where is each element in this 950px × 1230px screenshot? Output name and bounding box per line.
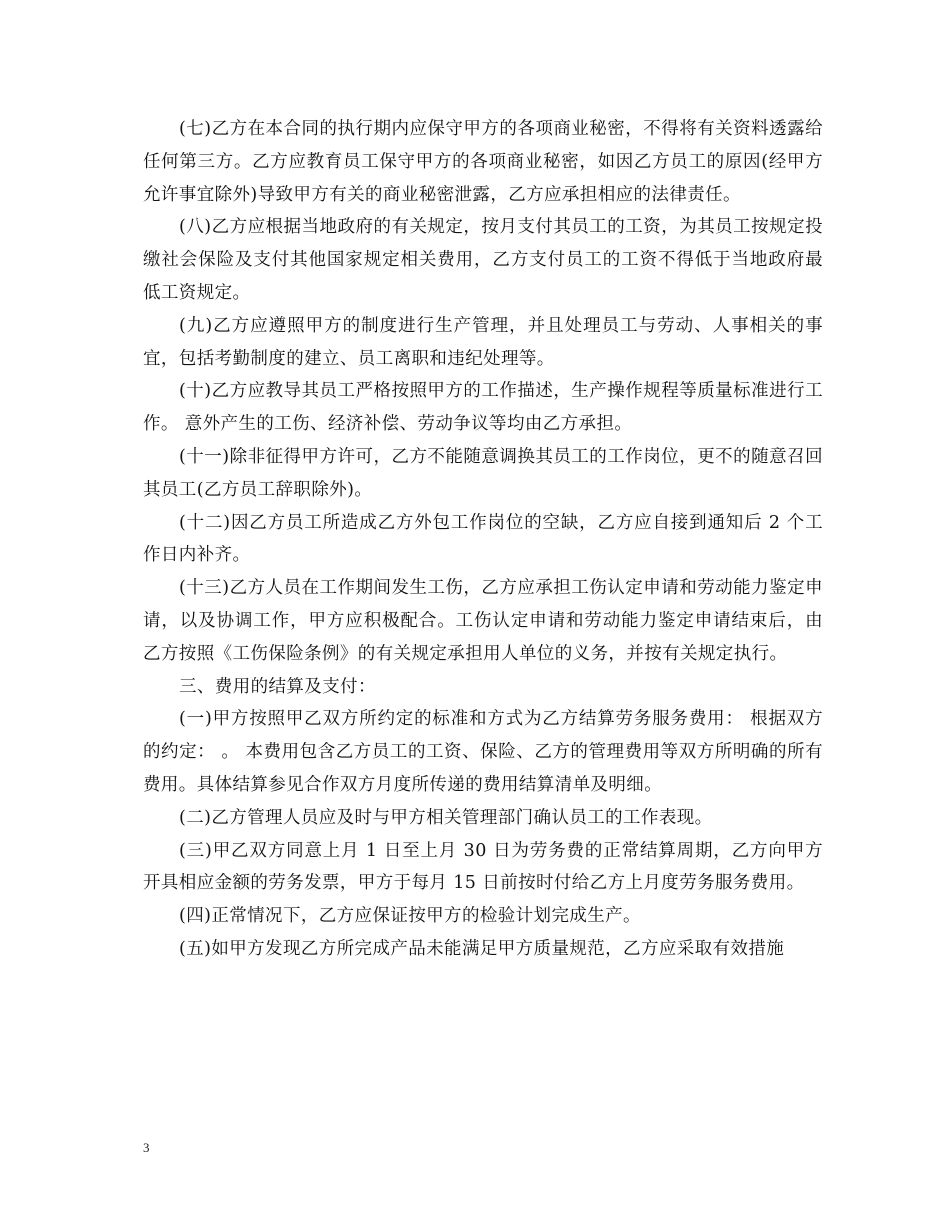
page-number: 3 [143,1140,150,1155]
fee-clause-5-quality-measures: (五)如甲方发现乙方所完成产品未能满足甲方质量规范，乙方应采取有效措施 [179,938,785,959]
clause-12-vacancy-replacement: (十二)因乙方员工所造成乙方外包工作岗位的空缺，乙方应自接到通知后 2 个工作日内补齐。 [143,512,823,566]
clause-9-production-management: (九)乙方应遵照甲方的制度进行生产管理，并且处理员工与劳动、人事相关的事宜，包括考勤制度的建立、员工离职和违纪处理等。 [143,315,823,369]
fee-clause-1-settlement-standard: (一)甲方按照甲乙双方所约定的标准和方式为乙方结算劳务服务费用： 根据双方的约定： 。 本费用包含乙方员工的工资、保险、乙方的管理费用等双方所明确的所有费用。具体结算参见合作双方月度所传递的费用结算清单及明细。 [143,709,823,795]
clause-11-position-transfer: (十一)除非征得甲方许可，乙方不能随意调换其员工的工作岗位，更不的随意召回其员工(乙方员工辞职除外)。 [143,446,823,500]
section-heading-fee-settlement: 三、费用的结算及支付： [179,676,376,697]
clause-8-wages-insurance: (八)乙方应根据当地政府的有关规定，按月支付其员工的工资，为其员工按规定投缴社会保险及支付其他国家规定相关费用，乙方支付员工的工资不得低于当地政府最低工资规定。 [143,217,823,303]
fee-clause-4-inspection-plan: (四)正常情况下，乙方应保证按甲方的检验计划完成生产。 [179,906,641,927]
clause-13-work-injury: (十三)乙方人员在工作期间发生工伤，乙方应承担工伤认定申请和劳动能力鉴定申请，以及协调工作，甲方应积极配合。工伤认定申请和劳动能力鉴定申请结束后，由乙方按照《工伤保险条例》的有关规定承担用人单位的义务，并按有关规定执行。 [143,578,823,664]
clause-7-confidentiality: (七)乙方在本合同的执行期内应保守甲方的各项商业秘密，不得将有关资料透露给任何第三方。乙方应教育员工保守甲方的各项商业秘密，如因乙方员工的原因(经甲方允许事宜除外)导致甲方有关的商业秘密泄露，乙方应承担相应的法律责任。 [143,119,823,205]
fee-clause-3-settlement-period: (三)甲乙双方同意上月 1 日至上月 30 日为劳务费的正常结算周期，乙方向甲方开具相应金额的劳务发票，甲方于每月 15 日前按时付给乙方上月度劳务服务费用。 [143,840,823,894]
fee-clause-2-performance-confirmation: (二)乙方管理人员应及时与甲方相关管理部门确认员工的工作表现。 [179,807,713,828]
clause-10-work-standards: (十)乙方应教导其员工严格按照甲方的工作描述，生产操作规程等质量标准进行工作。 意外产生的工伤、经济补偿、劳动争议等均由乙方承担。 [143,381,823,435]
document-body [143,113,823,966]
